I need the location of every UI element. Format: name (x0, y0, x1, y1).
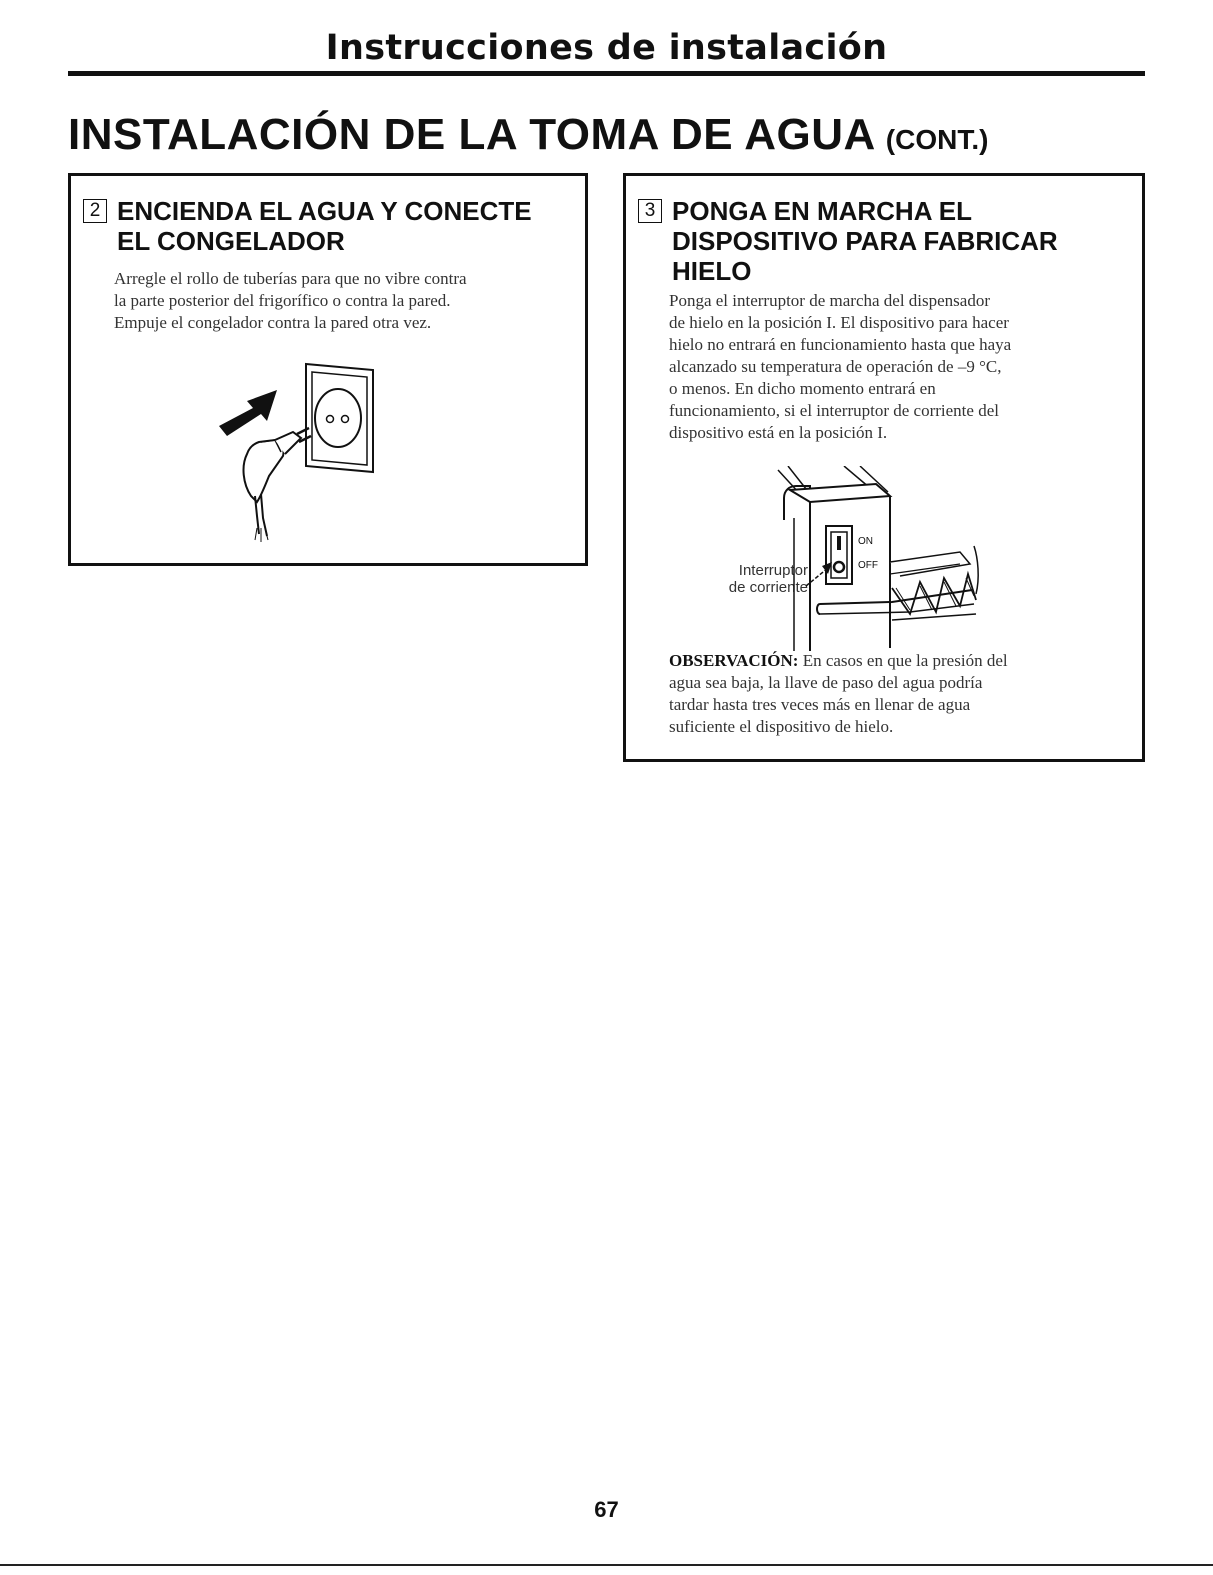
step-3-body-line: de hielo en la posición I. El dispositivo para hacer (669, 313, 1009, 332)
step-3-body (669, 290, 1011, 444)
plug-into-outlet-icon (211, 356, 391, 546)
step-3-body-line: dispositivo está en la posición I. (669, 423, 888, 442)
page-header-title: Instrucciones de instalación (325, 28, 888, 68)
step-2-body-line: la parte posterior del frigorífico o contra la pared. (114, 291, 451, 310)
note-text-start: En casos en que la presión del (798, 651, 1008, 670)
step-3-title-line: DISPOSITIVO PARA FABRICAR (672, 226, 1058, 256)
step-2-body-line: Empuje el congelador contra la pared otra vez. (114, 313, 432, 332)
callout-line: de corriente (728, 579, 808, 596)
step-2-title (117, 196, 532, 256)
page-number: 67 (594, 1497, 619, 1522)
step-2-box (68, 173, 588, 566)
step-3-body-line: Ponga el interruptor de marcha del dispensador (669, 291, 991, 310)
note-line: tardar hasta tres veces más en llenar de agua (669, 695, 971, 714)
bottom-rule (0, 1564, 1213, 1566)
step-3-box (623, 173, 1145, 762)
step-3-title-line: HIELO (672, 256, 752, 286)
step-3-body-line: hielo no entrará en funcionamiento hasta que haya (669, 335, 1012, 354)
step-2-body (114, 268, 467, 334)
step-3-title-line: PONGA EN MARCHA EL (672, 196, 972, 226)
step-3-number: 3 (638, 199, 662, 223)
header-rule (68, 71, 1145, 76)
note-line (669, 650, 1008, 672)
step-3-title (672, 196, 1058, 286)
switch-off-label: OFF (858, 560, 878, 571)
section-title-text: INSTALACIÓN DE LA TOMA DE AGUA (68, 110, 876, 159)
note-line: suficiente el dispositivo de hielo. (669, 717, 894, 736)
step-2-number: 2 (83, 199, 107, 223)
step-2-title-line: EL CONGELADOR (117, 226, 345, 256)
callout-line: Interruptor (738, 562, 808, 579)
section-title (68, 110, 988, 160)
ice-maker-power-switch-illustration (760, 466, 985, 651)
switch-on-label: ON (858, 536, 873, 547)
step-3-body-line: o menos. En dicho momento entrará en (669, 379, 936, 398)
note-label: OBSERVACIÓN: (669, 651, 799, 670)
step-3-body-line: funcionamiento, si el interruptor de corriente del (669, 401, 999, 420)
step-2-body-line: Arregle el rollo de tuberías para que no vibre contra (114, 269, 467, 288)
section-title-cont: (CONT.) (885, 124, 989, 155)
step-2-title-line: ENCIENDA EL AGUA Y CONECTE (117, 196, 532, 226)
note-line: agua sea baja, la llave de paso del agua podría (669, 673, 983, 692)
step-3-body-line: alcanzado su temperatura de operación de –9 °C, (669, 357, 1002, 376)
note-paragraph (669, 650, 1008, 738)
